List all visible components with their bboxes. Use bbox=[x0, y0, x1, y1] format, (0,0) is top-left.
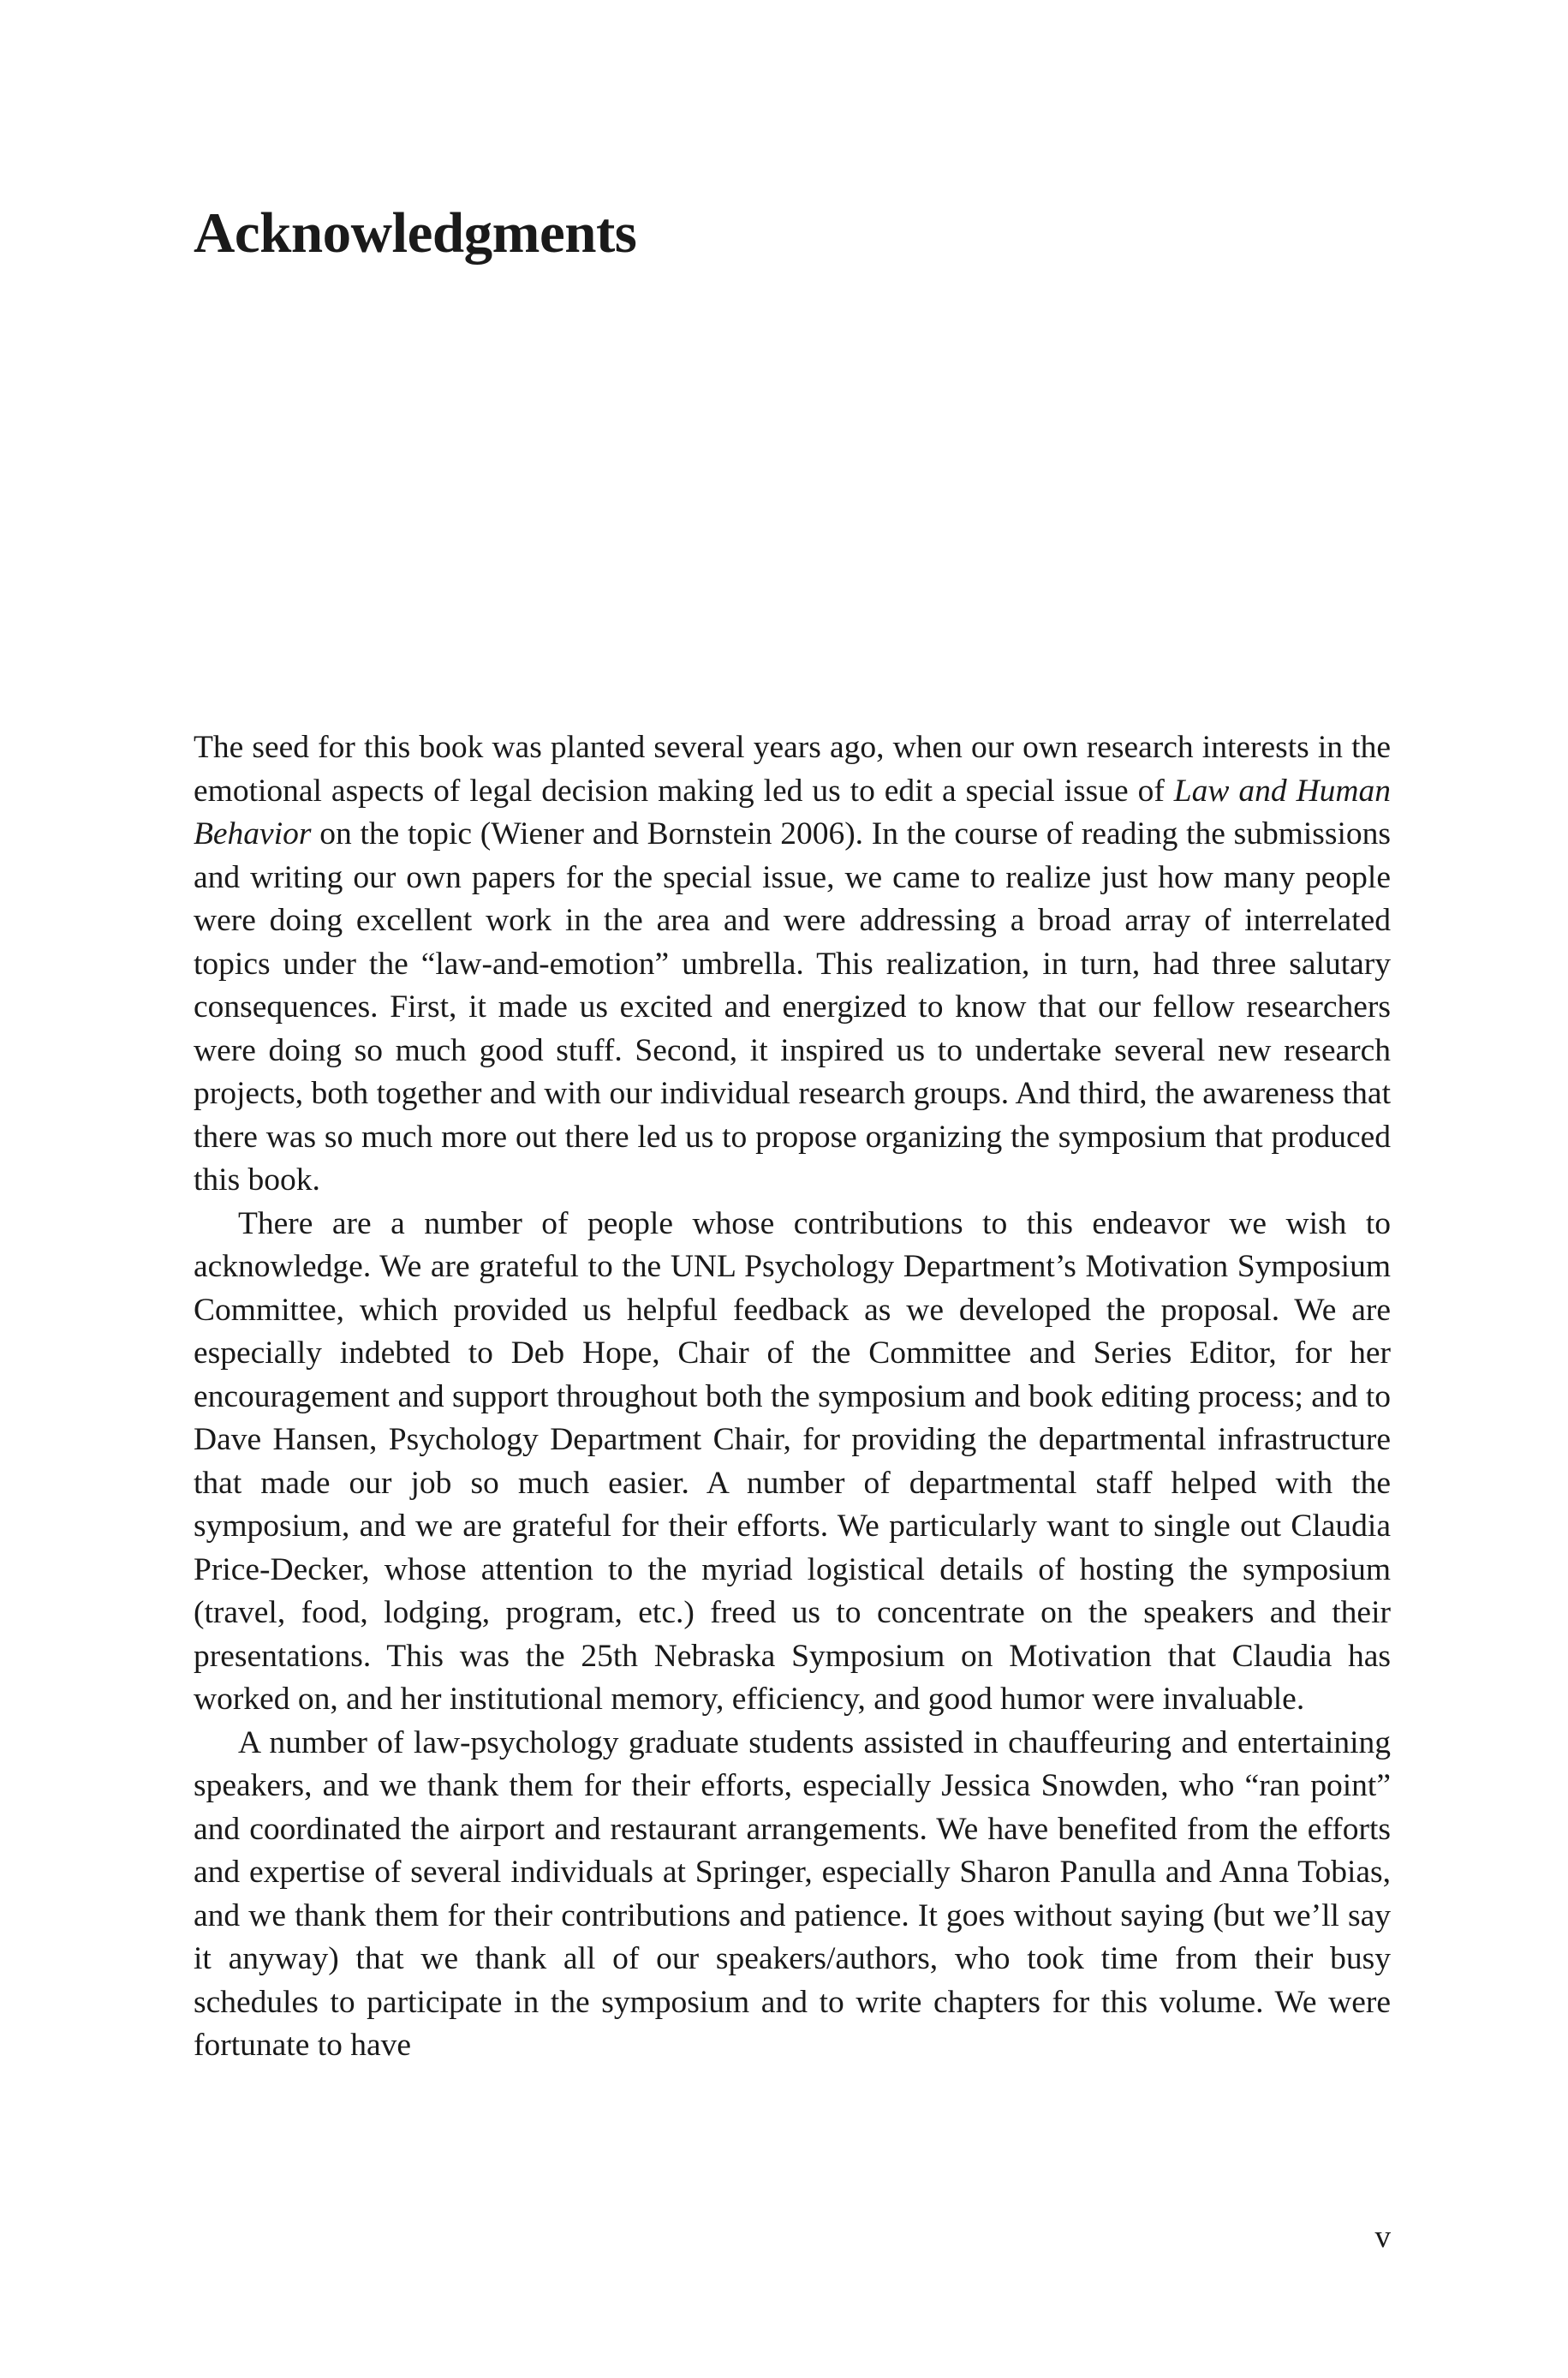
page-title: Acknowledgments bbox=[194, 201, 637, 265]
paragraph-1-text-start: The seed for this book was planted several years ago, when our own research interests in the emotional aspects of legal decision making led us to edit a special issue of bbox=[194, 730, 1391, 809]
paragraph-1-text-end: on the topic (Wiener and Bornstein 2006). In the course of reading the submissions and writing our own papers for the special issue, we came to realize just how many people were doing excellent work in the area and were addressing a broad array of interrelated topics under the “law-and-emotion” umbrella. This realization, in turn, had three salutary consequences. First, it made us excited and energized to know that our fellow researchers were doing so much good stuff. Second, it inspired us to undertake several new research projects, both together and with our individual research groups. And third, the awareness that there was so much more out there led us to propose organizing the symposium that produced this book. bbox=[194, 816, 1391, 1198]
acknowledgments-body bbox=[194, 726, 1391, 2068]
paragraph-3: A number of law-psychology graduate students assisted in chauffeuring and entertaining speakers, and we thank them for their efforts, especially Jessica Snowden, who “ran point” and coordinated the airport and restaurant arrangements. We have benefited from the efforts and expertise of several individuals at Springer, especially Sharon Panulla and Anna Tobias, and we thank them for their contributions and patience. It goes without saying (but we’ll say it anyway) that we thank all of our speakers/authors, who took time from their busy schedules to participate in the symposium and to write chapters for this volume. We were fortunate to have bbox=[194, 1724, 1391, 2063]
page-number: v bbox=[1374, 2220, 1391, 2255]
paragraph-2: There are a number of people whose contributions to this endeavor we wish to acknowledge. We are grateful to the UNL Psychology Department’s Motivation Symposium Committee, which provided us helpful feedback as we developed the proposal. We are especially indebted to Deb Hope, Chair of the Committee and Series Editor, for her encouragement and support throughout both the symposium and book editing process; and to Dave Hansen, Psychology Department Chair, for providing the departmental infrastructure that made our job so much easier. A number of departmental staff helped with the symposium, and we are grateful for their efforts. We particularly want to single out Claudia Price-Decker, whose attention to the myriad logistical details of hosting the symposium (travel, food, lodging, program, etc.) freed us to concentrate on the speakers and their presentations. This was the 25th Nebraska Symposium on Motivation that Claudia has worked on, and her institutional memory, efficiency, and good humor were invaluable. bbox=[194, 1205, 1391, 1717]
journal-title-italic: Law and Human Behavior bbox=[194, 773, 1391, 851]
paragraph-1 bbox=[194, 726, 1391, 1203]
